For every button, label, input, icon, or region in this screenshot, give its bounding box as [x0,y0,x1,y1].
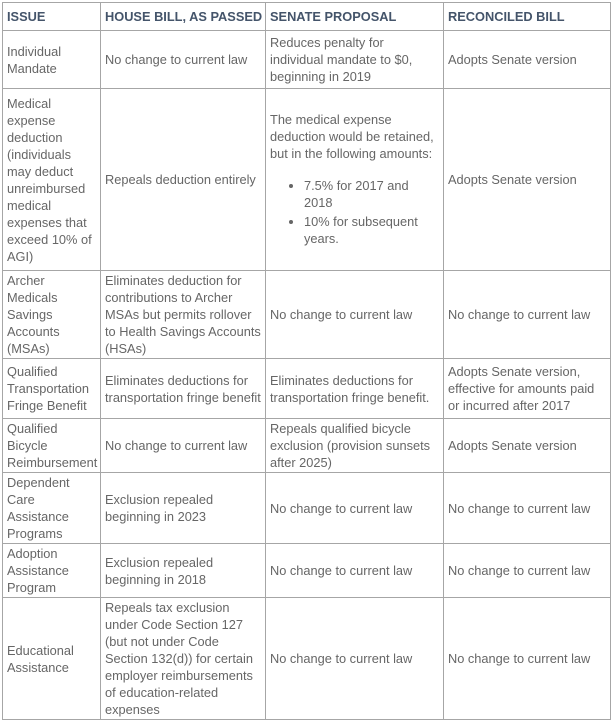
reconciled-cell: Adopts Senate version [444,31,611,89]
reconciled-cell: No change to current law [444,473,611,544]
reconciled-cell: Adopts Senate version [444,89,611,271]
issue-cell: Educational Assistance [3,598,101,720]
house-cell: Repeals deduction entirely [101,89,266,271]
house-cell: Eliminates deduction for contributions to Archer MSAs but permits rollover to Health Savings Accounts (HSAs) [101,271,266,359]
senate-cell: Repeals qualified bicycle exclusion (provision sunsets after 2025) [266,419,444,473]
reconciled-cell: No change to current law [444,544,611,598]
row-qualified-bicycle-reimbursement [3,419,611,473]
row-individual-mandate [3,31,611,89]
reconciled-cell: Adopts Senate version [444,419,611,473]
senate-cell: No change to current law [266,271,444,359]
issue-cell: Qualified Transportation Fringe Benefit [3,359,101,419]
issue-cell: Adoption Assistance Program [3,544,101,598]
column-header-house-bill: HOUSE BILL, AS PASSED [101,3,266,31]
issue-cell: Individual Mandate [3,31,101,89]
issue-cell: Archer Medicals Savings Accounts (MSAs) [3,271,101,359]
senate-cell: Eliminates deductions for transportation fringe benefit. [266,359,444,419]
senate-cell [266,89,444,271]
header-row [3,3,611,31]
row-adoption-assistance [3,544,611,598]
issue-cell: Dependent Care Assistance Programs [3,473,101,544]
senate-cell: No change to current law [266,473,444,544]
bullet-item: • 10% for subsequent years. [304,213,440,247]
house-cell: Exclusion repealed beginning in 2023 [101,473,266,544]
reconciled-cell: Adopts Senate version, effective for amounts paid or incurred after 2017 [444,359,611,419]
comparison-table [2,2,611,720]
house-cell: No change to current law [101,31,266,89]
house-cell: Exclusion repealed beginning in 2018 [101,544,266,598]
bullet-item: • 7.5% for 2017 and 2018 [304,177,440,211]
house-cell: Repeals tax exclusion under Code Section 127 (but not under Code Section 132(d)) for certain employer reimbursements of education-related expenses [101,598,266,720]
issue-cell: Qualified Bicycle Reimbursement [3,419,101,473]
senate-cell: Reduces penalty for individual mandate to $0, beginning in 2019 [266,31,444,89]
senate-cell-bullet-list [270,177,440,247]
senate-cell-intro: The medical expense deduction would be retained, but in the following amounts: [270,111,434,161]
senate-cell: No change to current law [266,544,444,598]
senate-cell: No change to current law [266,598,444,720]
house-cell: No change to current law [101,419,266,473]
row-educational-assistance [3,598,611,720]
column-header-issue: ISSUE [3,3,101,31]
column-header-reconciled-bill: RECONCILED BILL [444,3,611,31]
row-dependent-care-assistance [3,473,611,544]
issue-cell: Medical expense deduction (individuals may deduct unreimbursed medical expenses that exceed 10% of AGI) [3,89,101,271]
reconciled-cell: No change to current law [444,598,611,720]
house-cell: Eliminates deductions for transportation fringe benefit [101,359,266,419]
reconciled-cell: No change to current law [444,271,611,359]
row-archer-msas [3,271,611,359]
row-medical-expense-deduction [3,89,611,271]
row-qualified-transportation-fringe-benefit [3,359,611,419]
column-header-senate-proposal: SENATE PROPOSAL [266,3,444,31]
